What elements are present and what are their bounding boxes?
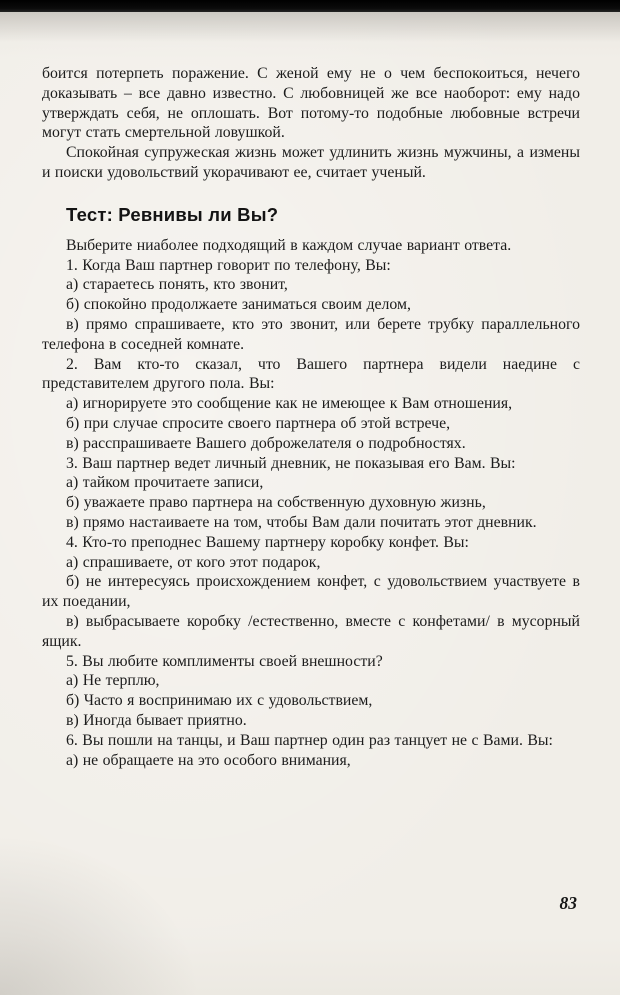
question-6-option-a: а) не обращаете на это особого внимания,	[66, 751, 351, 769]
question-4-option-v: в) выбрасываете коробку /естественно, вместе с конфетами/ в мусорный ящик.	[42, 612, 580, 650]
question-3-option-b: б) уважаете право партнера на собственную духовную жизнь,	[66, 494, 486, 512]
question-5-option-b: б) Часто я воспринимаю их с удовольствием,	[66, 692, 373, 710]
scan-shadow-corner	[0, 835, 200, 995]
page-body	[42, 64, 580, 770]
scan-shadow-top	[0, 12, 620, 42]
question-2-option-v: в) расспрашиваете Вашего доброжелателя о подробностях.	[66, 434, 466, 452]
question-1-option-a: а) стараетесь понять, кто звонит,	[66, 276, 288, 294]
question-5: 5. Вы любите комплименты своей внешности?	[66, 652, 383, 670]
question-5-option-v: в) Иногда бывает приятно.	[66, 711, 247, 729]
paragraph-instruction: Выберите ниаболее подходящий в каждом случае вариант ответа.	[66, 236, 512, 254]
scan-artifact-top-bar	[0, 0, 620, 12]
question-3: 3. Ваш партнер ведет личный дневник, не показывая его Вам. Вы:	[66, 454, 516, 472]
question-4: 4. Кто-то преподнес Вашему партнеру коробку конфет. Вы:	[66, 533, 469, 551]
question-6: 6. Вы пошли на танцы, и Ваш партнер один раз танцует не с Вами. Вы:	[66, 731, 553, 749]
section-heading: Тест: Ревнивы ли Вы?	[66, 203, 279, 225]
paragraph-continuation: боится потерпеть поражение. С женой ему не о чем беспокоиться, нечего доказывать – все давно известно. С любовницей же все наоборот: ему надо утверждать себя, не оплошать. Вот потому-то подобные любовные встречи могут стать смертельной ловушкой.	[42, 65, 580, 142]
question-1-option-v: в) прямо спрашиваете, кто это звонит, или берете трубку параллельного телефона в соседней комнате.	[42, 315, 580, 353]
question-3-option-v: в) прямо настаиваете на том, чтобы Вам дали почитать этот дневник.	[66, 513, 537, 531]
question-2-option-a: а) игнорируете это сообщение как не имеющее к Вам отношения,	[66, 395, 513, 413]
question-2: 2. Вам кто-то сказал, что Вашего партнера видели наедине с представителем другого пола. Вы:	[42, 355, 580, 393]
question-4-option-b: б) не интересуясь происхождением конфет, с удовольствием участвуете в их поедании,	[42, 573, 580, 611]
question-5-option-a: а) Не терплю,	[66, 672, 160, 690]
question-4-option-a: а) спрашиваете, от кого этот подарок,	[66, 553, 321, 571]
question-1: 1. Когда Ваш партнер говорит по телефону, Вы:	[66, 256, 391, 274]
paragraph: Спокойная супружеская жизнь может удлинить жизнь мужчины, а измены и поиски удовольствий укорачивают ее, считает ученый.	[42, 144, 580, 181]
question-3-option-a: а) тайком прочитаете записи,	[66, 474, 264, 492]
page-number: 83	[559, 893, 577, 913]
question-2-option-b: б) при случае спросите своего партнера об этой встрече,	[66, 414, 451, 432]
question-1-option-b: б) спокойно продолжаете заниматься своим делом,	[66, 296, 411, 314]
